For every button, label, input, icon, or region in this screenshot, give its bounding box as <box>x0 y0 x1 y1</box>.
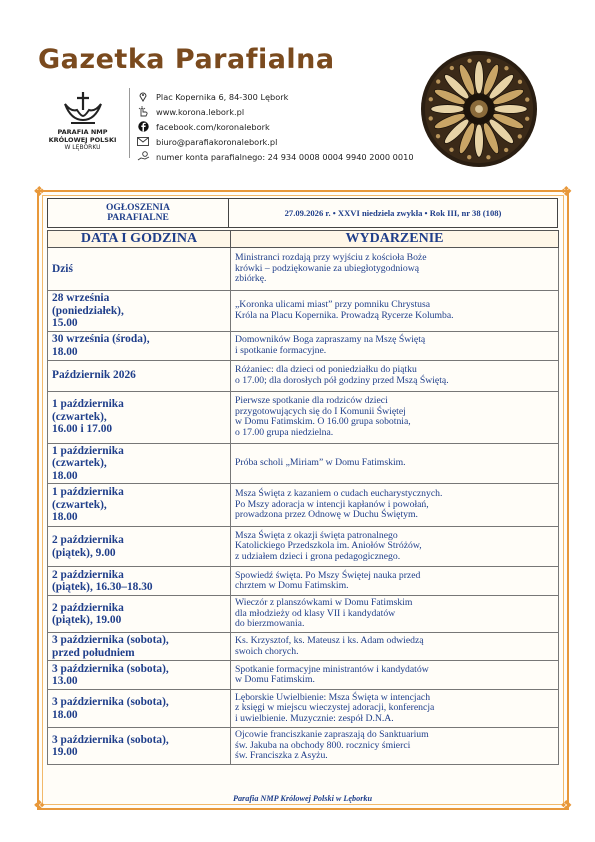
table-row <box>48 690 559 728</box>
table-row <box>48 596 559 633</box>
table-row <box>48 391 559 443</box>
contact-website-text[interactable]: www.korona.lebork.pl <box>156 106 245 117</box>
table-row <box>48 661 559 690</box>
event-description: Domowników Boga zapraszamy na Mszę Świętą i spotkanie formacyjne. <box>231 331 559 360</box>
table-row <box>48 567 559 596</box>
hand-pointer-icon <box>136 106 150 117</box>
page-title: Gazetka Parafialna <box>38 44 335 75</box>
event-description: Próba scholi „Miriam” w Domu Fatimskim. <box>231 443 559 484</box>
bulletin-info: 27.09.2026 r. • XXVI niedziela zwykła • Rok III, nr 38 (108) <box>284 208 502 218</box>
contact-website[interactable] <box>136 104 414 119</box>
event-description: Wieczór z planszówkami w Domu Fatimskim dla młodzieży od klasy VII i kandydatów do bierzmowania. <box>231 596 559 633</box>
contact-email-text[interactable]: biuro@parafiakoronalebork.pl <box>156 136 278 147</box>
event-date: 2 października (piątek), 19.00 <box>48 596 231 633</box>
contact-bank-account <box>136 149 414 164</box>
bulletin-header <box>47 198 558 228</box>
table-row <box>48 443 559 484</box>
event-description: „Koronka ulicami miast” przy pomniku Chrystusa Króla na Placu Kopernika. Prowadzą Rycerze Kolumba. <box>231 291 559 332</box>
contact-address <box>136 89 414 104</box>
contact-list <box>136 89 414 164</box>
event-description: Spotkanie formacyjne ministrantów i kandydatów w Domu Fatimskim. <box>231 661 559 690</box>
logo-line3: W LĘBORKU <box>64 144 101 151</box>
event-date: 2 października (piątek), 9.00 <box>48 527 231 567</box>
table-row <box>48 291 559 332</box>
event-description: Ojcowie franciszkanie zapraszają do Sanktuarium św. Jakuba na obchody 800. rocznicy śmierci św. Franciszka z Asyżu. <box>231 728 559 765</box>
event-date: 1 października (czwartek), 18.00 <box>48 484 231 527</box>
event-date: 3 października (sobota), 18.00 <box>48 690 231 728</box>
table-row <box>48 331 559 360</box>
table-header-row <box>48 231 559 248</box>
footer-text: Parafia NMP Królowej Polski w Lęborku <box>232 794 373 803</box>
table-row <box>48 527 559 567</box>
event-description: Lęborskie Uwielbienie: Msza Święta w intencjach z księgi w miejscu wieczystej adoracji, konferencja i uwielbienie. Muzycznie: zespół D.N.A. <box>231 690 559 728</box>
event-date: 30 września (środa), 18.00 <box>48 331 231 360</box>
event-date: 3 października (sobota), 13.00 <box>48 661 231 690</box>
event-description: Ks. Krzysztof, ks. Mateusz i ks. Adam odwiedzą swoich chorych. <box>231 633 559 661</box>
event-date: 2 października (piątek), 16.30–18.30 <box>48 567 231 596</box>
frame-corner-ornament: ❖ <box>560 799 573 814</box>
events-table <box>47 230 559 765</box>
envelope-icon <box>136 136 150 147</box>
frame-corner-ornament: ❖ <box>560 185 573 200</box>
table-row <box>48 484 559 527</box>
event-date: Październik 2026 <box>48 360 231 391</box>
bulletin-label-text: OGŁOSZENIA PARAFIALNE <box>106 203 170 223</box>
table-row <box>48 633 559 661</box>
header-divider <box>129 88 130 158</box>
parish-logo <box>35 90 130 152</box>
facebook-icon <box>136 121 150 132</box>
event-date: 28 września (poniedziałek), 15.00 <box>48 291 231 332</box>
event-description: Ministranci rozdają przy wyjściu z kościoła Boże krówki – podziękowanie za ubiegłotygodniową zbiórkę. <box>231 248 559 291</box>
event-description: Msza Święta z okazji święta patronalnego Katolickiego Przedszkola im. Aniołów Stróżów, z udziałem dzieci i grona pedagogicznego. <box>231 527 559 567</box>
logo-line1: PARAFIA NMP <box>57 128 108 136</box>
crown-cross-icon <box>61 90 105 128</box>
rose-window-image <box>420 50 538 168</box>
logo-line2: KRÓLOWEJ POLSKI <box>48 136 117 144</box>
hand-coin-icon <box>136 151 150 162</box>
contact-address-text: Plac Kopernika 6, 84-300 Lębork <box>156 91 289 102</box>
contact-email[interactable] <box>136 134 414 149</box>
contact-bank-text: numer konta parafialnego: 24 934 0008 0004 9940 2000 0010 <box>156 151 414 162</box>
table-row <box>48 360 559 391</box>
event-description: Msza Święta z kazaniem o cudach eucharystycznych. Po Mszy adoracja w intencji kapłanów i powołań, prowadzona przez Odnowę w Duchu Świętym. <box>231 484 559 527</box>
table-row <box>48 248 559 291</box>
frame-corner-ornament: ❖ <box>33 799 46 814</box>
event-date: 1 października (czwartek), 16.00 i 17.00 <box>48 391 231 443</box>
event-date: 1 października (czwartek), 18.00 <box>48 443 231 484</box>
column-header-date: DATA I GODZINA <box>48 231 231 248</box>
event-date: Dziś <box>48 248 231 291</box>
event-date: 3 października (sobota), przed południem <box>48 633 231 661</box>
event-description: Różaniec: dla dzieci od poniedziałku do piątku o 17.00; dla dorosłych pół godziny przed Mszą Świętą. <box>231 360 559 391</box>
location-pin-icon <box>136 91 150 102</box>
event-description: Spowiedź święta. Po Mszy Świętej nauka przed chrztem w Domu Fatimskim. <box>231 567 559 596</box>
event-description: Pierwsze spotkanie dla rodziców dzieci przygotowujących się do I Komunii Świętej w Domu Fatimskim. O 16.00 grupa sobotnia, o 17.00 grupa niedzielna. <box>231 391 559 443</box>
bulletin-label <box>48 203 228 223</box>
column-header-event: WYDARZENIE <box>231 231 559 248</box>
contact-facebook-text[interactable]: facebook.com/koronalebork <box>156 121 270 132</box>
contact-facebook[interactable] <box>136 119 414 134</box>
table-row <box>48 728 559 765</box>
event-date: 3 października (sobota), 19.00 <box>48 728 231 765</box>
frame-corner-ornament: ❖ <box>33 185 46 200</box>
